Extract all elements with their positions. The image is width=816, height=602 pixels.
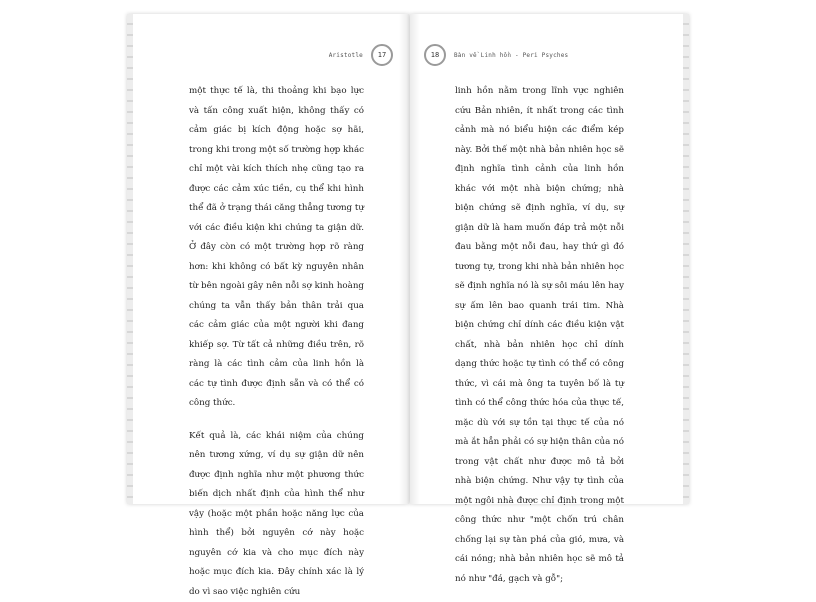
left-page[interactable] [127, 14, 409, 504]
page-text [455, 82, 624, 589]
page-text [189, 82, 364, 602]
page-stack-edge [683, 14, 689, 504]
paragraph: Kết quả là, các khái niệm của chúng nên tương xứng, ví dụ sự giận dữ nên được định nghĩa như một phương thức biến dịch nhất định của hình thể như vậy (hoặc một phần hoặc năng lực của hình thể) bởi nguyên cớ này hoặc nguyên cớ kia và cho mục đích này hoặc mục đích kia. Đây chính xác là lý do vì sao việc nghiên cứu [189, 427, 364, 602]
page-stack-edge [127, 14, 133, 504]
running-head: Aristotle [329, 52, 363, 59]
page-number: 17 [378, 51, 386, 59]
gutter-shadow [410, 14, 420, 504]
paragraph: linh hồn nằm trong lĩnh vực nghiên cứu Bản nhiên, ít nhất trong các tình cảnh mà nó biểu hiện các điểm kép này. Bởi thế một nhà bản nhiên học sẽ định nghĩa tình cảnh của linh hồn khác với một nhà biện chứng; nhà biện chứng sẽ định nghĩa, ví dụ, sự giận dữ là ham muốn đáp trả một nỗi đau bằng một nỗi đau, hay thứ gì đó tương tự, trong khi nhà bản nhiên học sẽ định nghĩa nó là sự sôi máu lên hay sự ấm lên bao quanh trái tim. Nhà biện chứng chỉ dính các điều kiện vật chất, nhà bản nhiên học chỉ dính dạng thức hoặc tự tình có thể có công thức, vì cái mà ông ta tuyên bố là tự tình có thể công thức hóa của thực tế, mặc dù với sự tồn tại thực tế của nó mà ắt hẳn phải có sự hiện thân của nó trong vật chất như được mô tả bởi nhà biện chứng. Như vậy tự tình của một ngôi nhà được chỉ định trong một công thức như "một chốn trú chân chống lại sự tàn phá của gió, mưa, và cái nóng; nhà bản nhiên học sẽ mô tả nó như "đá, gạch và gỗ"; [455, 82, 624, 589]
right-page[interactable] [410, 14, 689, 504]
running-head: Bàn về Linh hồn - Peri Psyches [454, 52, 568, 59]
book-spread [127, 14, 689, 504]
page-number-badge [371, 44, 393, 66]
page-number: 18 [431, 51, 439, 59]
paragraph: một thực tế là, thi thoảng khi bạo lực và tấn công xuất hiện, không thấy có cảm giác bị kích động hoặc sợ hãi, trong khi trong một số trường hợp khác chỉ một vài kích thích nhẹ cũng tạo ra được các cảm xúc tiền, cụ thể khi hình thể đã ở trạng thái căng thẳng tương tự với các điều kiện khi chúng ta giận dữ. Ở đây còn có một trường hợp rõ ràng hơn: khi không có bất kỳ nguyên nhân từ bên ngoài gây nên nỗi sợ kinh hoàng chúng ta vẫn thấy bản thân trải qua các cảm giác của một người khi đang khiếp sợ. Từ tất cả những điều trên, rõ ràng là các tình cảm của linh hồn là các tự tình được định sẵn và có thể có công thức. [189, 82, 364, 414]
gutter-shadow [399, 14, 409, 504]
page-number-badge [424, 44, 446, 66]
